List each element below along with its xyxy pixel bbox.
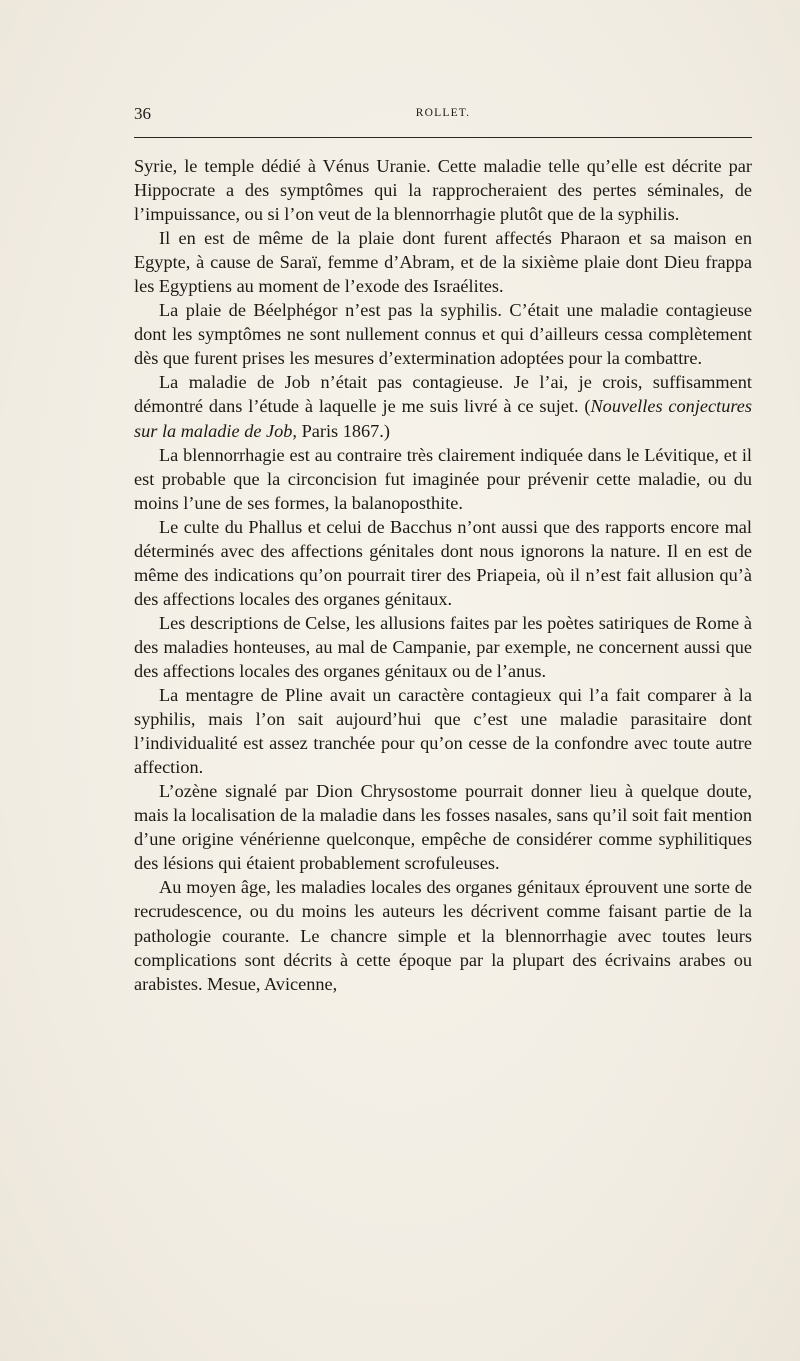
paragraph-4-end: Paris 1867.)	[297, 420, 390, 441]
paragraph-9: L’ozène signalé par Dion Chrysostome pourrait donner lieu à quelque doute, mais la localisation de la maladie dans les fosses nasales, sans qu’il soit fait mention d’une origine vénérienne quelconque, empêche de considérer comme syphilitiques des lésions qui étaient probablement scrofuleuses.	[134, 781, 752, 874]
paragraph-7: Les descriptions de Celse, les allusions faites par les poètes satiriques de Rome à des maladies honteuses, au mal de Campanie, par exemple, ne concernent aussi que des affections locales des organes génitaux ou de l’anus.	[134, 612, 752, 681]
paragraph-2: Il en est de même de la plaie dont furent affectés Pharaon et sa maison en Egypte, à cause de Saraï, femme d’Abram, et de la sixième plaie dont Dieu frappa les Egyptiens au moment de l’exode des Israélites.	[134, 228, 752, 297]
paragraph-4	[134, 370, 752, 442]
header-rule	[134, 137, 752, 138]
book-title-citation: Nouvelles conjectures sur la maladie de Job,	[134, 396, 753, 441]
running-head: ROLLET.	[415, 107, 471, 119]
paragraph-3: La plaie de Béelphégor n’est pas la syphilis. C’était une maladie contagieuse dont les symptômes ne sont nullement connus et qui d’ailleurs cessa complètement dès que furent prises les mesures d’extermination adoptées pour la combattre.	[134, 300, 752, 369]
paragraph-4-text: La maladie de Job n’était pas contagieuse. Je l’ai, je crois, suffisamment démontré dans l’étude à laquelle je me suis livré à ce sujet. (	[134, 372, 752, 417]
paragraph-1: Syrie, le temple dédié à Vénus Uranie. Cette maladie telle qu’elle est décrite par Hippocrate a des symptômes qui la rapprocheraient des pertes séminales, de l’impuissance, ou si l’on veut de la blennorrhagie plutôt que de la syphilis.	[134, 156, 752, 225]
body-text	[134, 154, 752, 996]
page-number: 36	[134, 104, 151, 123]
page-header	[134, 104, 752, 128]
paragraph-5: La blennorrhagie est au contraire très clairement indiquée dans le Lévitique, et il est probable que la circoncision fut imaginée pour prévenir cette maladie, ou du moins l’une de ses formes, la balanoposthite.	[134, 444, 752, 513]
paragraph-8: La mentagre de Pline avait un caractère contagieux qui l’a fait comparer à la syphilis, mais l’on sait aujourd’hui que c’est une maladie parasitaire dont l’individualité est assez tranchée pour qu’on cesse de la confondre avec toute autre affection.	[134, 685, 752, 778]
paragraph-10: Au moyen âge, les maladies locales des organes génitaux éprouvent une sorte de recrudescence, ou du moins les auteurs les décrivent comme faisant partie de la pathologie courante. Le chancre simple et la blennorrhagie avec toutes leurs complications sont décrits à cette époque par la plupart des écrivains arabes ou arabistes. Mesue, Avicenne,	[134, 877, 752, 994]
paragraph-6: Le culte du Phallus et celui de Bacchus n’ont aussi que des rapports encore mal déterminés avec des affections génitales dont nous ignorons la nature. Il en est de même des indications qu’on pourrait tirer des Priapeia, où il n’est fait allusion qu’à des affections locales des organes génitaux.	[134, 516, 752, 609]
